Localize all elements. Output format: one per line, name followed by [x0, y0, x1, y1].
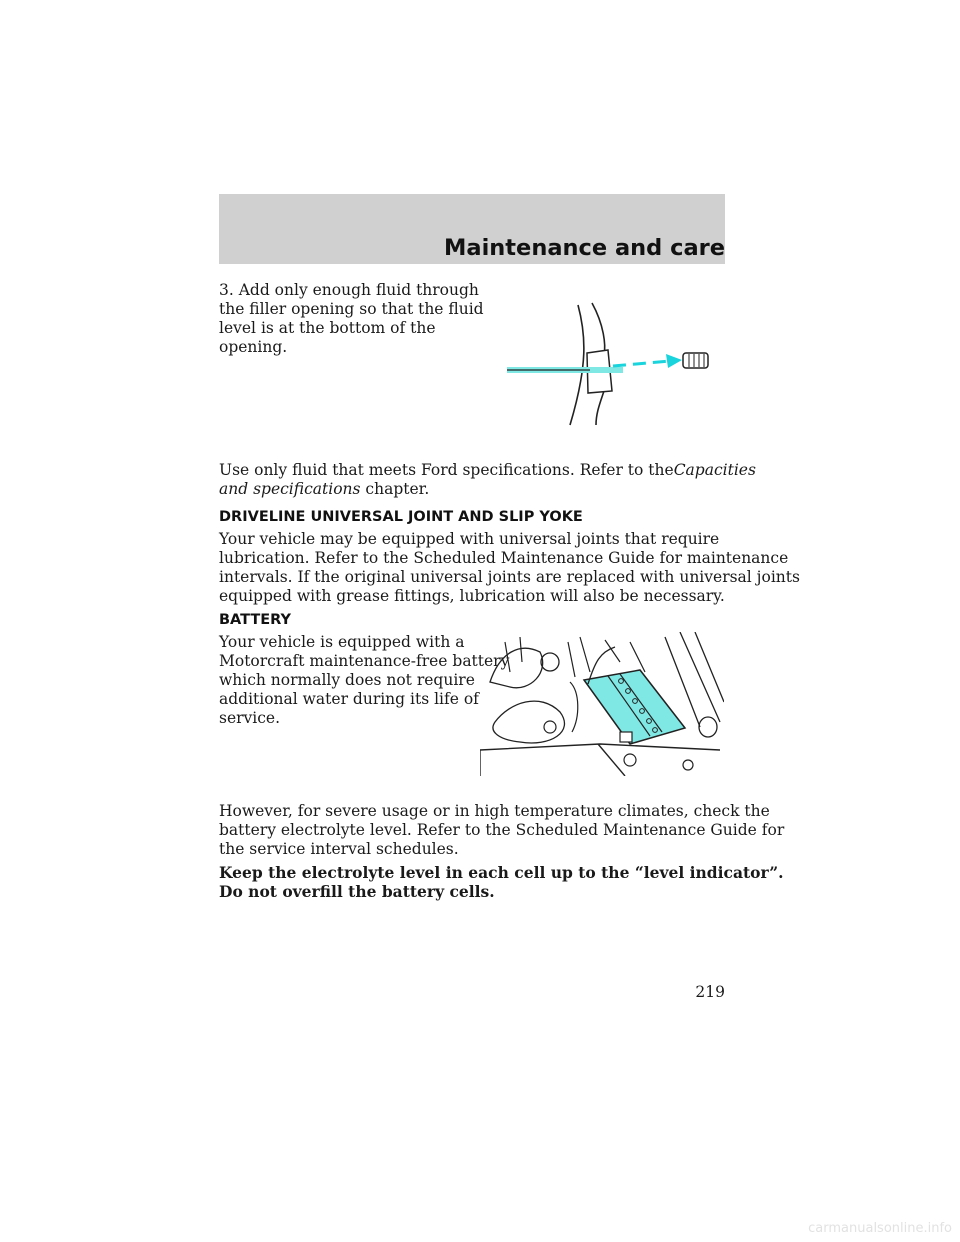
engine-detail [699, 717, 717, 737]
battery-intro-paragraph [219, 633, 509, 728]
chapter-text: chapter. [365, 480, 430, 498]
dashed-arrow-head [666, 354, 682, 368]
engine-detail [541, 653, 559, 671]
text-line: battery electrolyte level. Refer to the Scheduled Maintenance Guide for [219, 821, 785, 839]
text-line: service. [219, 709, 281, 727]
engine-detail [570, 682, 578, 732]
text-line: intervals. If the original universal joints are replaced with universal joints [219, 568, 800, 586]
text-line: Motorcraft maintenance-free battery [219, 652, 510, 670]
text-line: However, for severe usage or in high temperature climates, check the [219, 802, 770, 820]
capacities-reference: Capacities [673, 461, 756, 479]
text-line: the filler opening so that the fluid [219, 300, 484, 318]
battery-body [584, 670, 685, 744]
fluid-step-paragraph [219, 281, 484, 357]
text-line: additional water during its life of [219, 690, 479, 708]
text-line [219, 461, 756, 480]
text-line: the service interval schedules. [219, 840, 459, 858]
housing-inner-line [592, 303, 605, 355]
text-line: Your vehicle may be equipped with universal joints that require [219, 530, 720, 548]
text-line: 3. Add only enough fluid through [219, 281, 479, 299]
dashed-arrow-shaft [613, 361, 670, 366]
text-line: level is at the bottom of the [219, 319, 436, 337]
section-header-band [219, 194, 725, 264]
driveline-paragraph [219, 530, 800, 606]
engine-detail [598, 744, 625, 776]
text-line: Your vehicle is equipped with a [219, 633, 465, 651]
text-line: equipped with grease fittings, lubrication will also be necessary. [219, 587, 725, 605]
engine-detail [480, 744, 720, 776]
fluid-spec-paragraph [219, 461, 756, 499]
housing-outer-line [570, 305, 584, 425]
spec-text: Use only fluid that meets Ford specifications. Refer to the [219, 461, 674, 479]
footer-watermark: carmanualsonline.info [808, 1221, 952, 1236]
text-line [219, 480, 756, 499]
engine-detail [505, 637, 645, 677]
engine-detail [624, 754, 636, 766]
text-line: which normally does not require [219, 671, 475, 689]
housing-lower-line [596, 391, 604, 425]
battery-heading: BATTERY [219, 612, 292, 628]
specifications-reference: and specifications [219, 480, 361, 498]
electrolyte-warning [219, 863, 784, 901]
engine-detail [490, 648, 543, 688]
severe-usage-paragraph [219, 802, 784, 859]
battery-engine-illustration [480, 632, 724, 776]
battery-terminal [620, 732, 632, 742]
engine-detail [544, 721, 556, 733]
page-number: 219 [695, 983, 725, 1001]
filler-opening-illustration [500, 295, 720, 430]
text-line: Do not overfill the battery cells. [219, 882, 495, 901]
text-line: Keep the electrolyte level in each cell up to the “level indicator”. [219, 863, 784, 882]
text-line: opening. [219, 338, 288, 356]
engine-detail [683, 760, 693, 770]
text-line: lubrication. Refer to the Scheduled Maintenance Guide for maintenance [219, 549, 789, 567]
driveline-heading: DRIVELINE UNIVERSAL JOINT AND SLIP YOKE [219, 509, 583, 525]
section-title: Maintenance and care [444, 235, 725, 261]
